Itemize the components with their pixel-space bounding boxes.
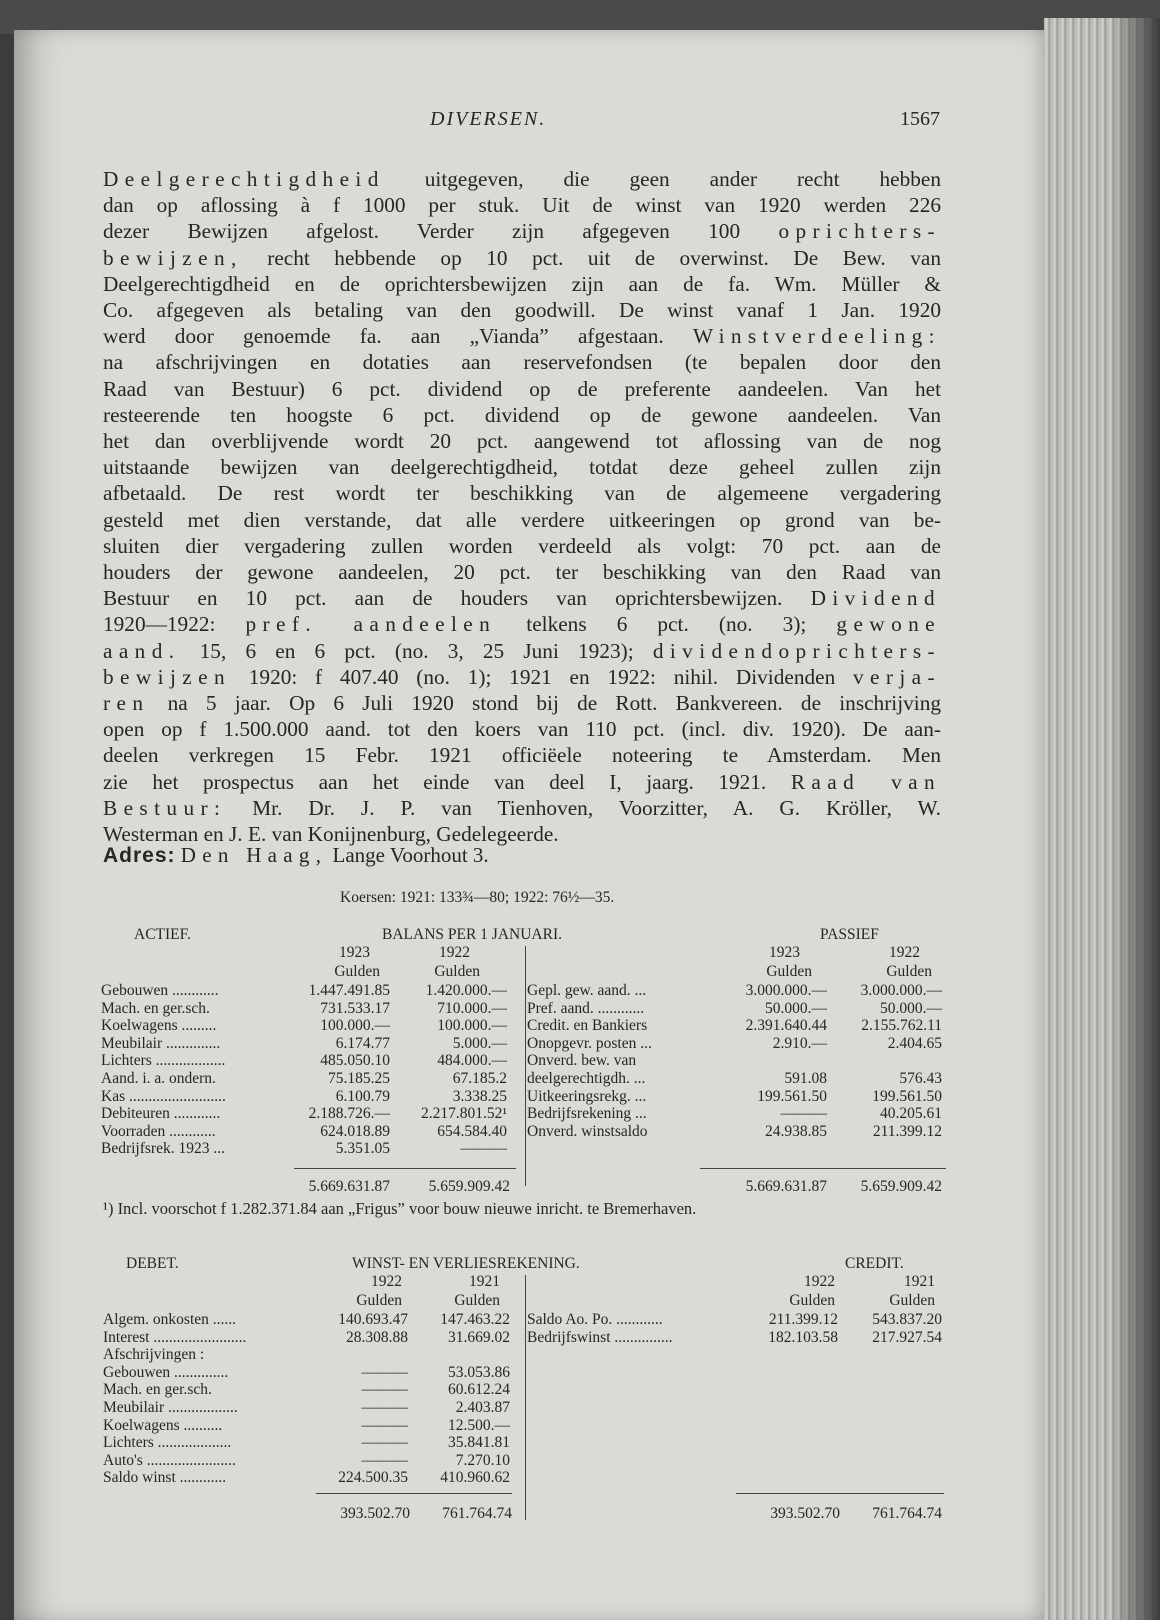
debet-row-label: Koelwagens ..........: [103, 1416, 223, 1434]
balance-total-rule-right: [700, 1168, 946, 1169]
address-line: [103, 845, 489, 866]
pl-credit-heading: CREDIT.: [845, 1255, 904, 1272]
pl-title: WINST- EN VERLIESREKENING.: [352, 1255, 580, 1272]
actief-row-value-a: 100.000.—: [320, 1017, 390, 1035]
passief-row-value-a: 199.561.50: [757, 1087, 827, 1105]
passief-row-label: Uitkeeringsrekg. ...: [527, 1087, 647, 1105]
body-text-run: resteerende ten hoogste 6 pct. dividend op de gewone aandeelen. Van: [103, 402, 941, 427]
actief-row-value-a: 624.018.89: [320, 1122, 390, 1140]
body-line: [103, 690, 941, 716]
book-page-edges: [1044, 18, 1160, 1620]
debet-row-value-a: 28.308.88: [346, 1328, 408, 1346]
pl-year-left-1: 1922: [371, 1273, 402, 1290]
actief-row-value-a: 5.351.05: [335, 1140, 390, 1158]
body-line: [103, 638, 941, 664]
debet-row-label: Afschrijvingen :: [103, 1346, 205, 1364]
spaced-term: bewijzen,: [103, 245, 243, 270]
body-line: [103, 795, 941, 821]
address-street: Lange Voorhout 3.: [332, 843, 489, 867]
balance-total-actief-1923: 5.669.631.87: [308, 1178, 390, 1195]
credit-row-label: Bedrijfswinst ...............: [527, 1328, 673, 1346]
body-paragraph: [103, 166, 941, 847]
balance-total-passief-1923: 5.669.631.87: [745, 1178, 827, 1195]
pl-total-credit-1922: 393.502.70: [770, 1505, 840, 1522]
actief-row-label: Aand. i. a. ondern.: [101, 1070, 216, 1087]
debet-row-label: Algem. onkosten ......: [103, 1311, 237, 1328]
debet-row-value-a: 224.500.35: [338, 1469, 408, 1487]
body-line: [103, 507, 941, 533]
body-line: [103, 349, 941, 375]
body-text-run: Raad van Bestuur) 6 pct. dividend op de preferente aandeelen. Van het: [103, 376, 941, 401]
debet-row-label: Meubilair ..................: [103, 1399, 238, 1416]
debet-row-label: Saldo winst ............: [103, 1469, 227, 1487]
actief-row-value-a: 6.174.77: [335, 1034, 390, 1052]
debet-row-value-a: ———: [361, 1399, 408, 1416]
body-line: [103, 297, 941, 323]
body-text-run: recht hebbende op 10 pct. uit de overwinst. De Bew. van: [242, 245, 941, 270]
actief-row-label: Meubilair ..............: [101, 1034, 221, 1052]
passief-row-value-b: 211.399.12: [872, 1122, 942, 1140]
spaced-term: Raad van: [790, 769, 941, 794]
body-text-run: Co. afgegeven als betaling van den goodwill. De winst vanaf 1 Jan. 1920: [103, 298, 941, 323]
body-line: [103, 271, 941, 297]
balance-actief-heading: ACTIEF.: [134, 926, 191, 943]
credit-row-value-a: 182.103.58: [768, 1328, 838, 1346]
body-line: [103, 480, 941, 506]
passief-row-value-a: 2.391.640.44: [745, 1017, 827, 1035]
body-line: [103, 402, 941, 428]
passief-row-value-b: 50.000.—: [880, 999, 942, 1017]
balance-unit-left-2: Gulden: [434, 963, 480, 980]
pl-unit-left-1: Gulden: [356, 1292, 402, 1309]
debet-row-label: Interest ........................: [103, 1328, 247, 1346]
credit-row-value-b: 543.837.20: [872, 1311, 942, 1328]
passief-row-value-b: 199.561.50: [872, 1087, 942, 1105]
pl-unit-right-1: Gulden: [789, 1292, 835, 1309]
body-text-run: 15, 6 en 6 pct. (no. 3, 25 Juni 1923);: [180, 638, 653, 663]
debet-row-value-b: 60.612.24: [448, 1381, 510, 1399]
body-line: [103, 716, 941, 742]
pl-total-debet-1921: 761.764.74: [442, 1505, 512, 1522]
body-line: [103, 742, 941, 768]
passief-row-label: Onverd. bew. van: [527, 1052, 637, 1070]
balance-unit-right-1: Gulden: [766, 963, 812, 980]
debet-row-value-a: ———: [361, 1381, 408, 1399]
debet-row-value-b: 7.270.10: [455, 1451, 510, 1469]
body-line: [103, 323, 941, 349]
body-line: [103, 245, 941, 271]
body-line: [103, 611, 941, 637]
body-text-run: dan op aflossing à f 1000 per stuk. Uit de winst van 1920 werden 226: [103, 193, 941, 218]
spaced-term: Winstverdeeling:: [692, 324, 941, 349]
body-text-run: gesteld met dien verstande, dat alle verdere uitkeeringen op grond van be-: [103, 507, 941, 532]
body-text-run: uitgegeven, die geen ander recht hebben: [384, 167, 941, 191]
koersen-line: Koersen: 1921: 133¾—80; 1922: 76½—35.: [340, 889, 615, 906]
passief-row-value-b: 40.205.61: [880, 1105, 942, 1123]
passief-row-value-a: 591.08: [784, 1070, 827, 1087]
balance-title: BALANS PER 1 JANUARI.: [382, 926, 562, 943]
debet-row-value-b: 147.463.22: [440, 1311, 510, 1328]
running-header-title: DIVERSEN.: [430, 108, 547, 130]
balance-total-passief-1922: 5.659.909.42: [860, 1178, 942, 1195]
pl-unit-left-2: Gulden: [454, 1292, 500, 1309]
balance-year-right-2: 1922: [889, 944, 920, 961]
body-text-run: zie het prospectus aan het einde van deel I, jaarg. 1921.: [103, 769, 791, 794]
body-line: [103, 454, 941, 480]
body-text-run: na 5 jaar. Op 6 Juli 1920 stond bij de Rott. Bankvereen. de inschrijving: [149, 691, 941, 716]
body-text-run: dezer Bewijzen afgelost. Verder zijn afgegeven 100: [103, 219, 779, 244]
passief-row-value-a: ———: [780, 1105, 827, 1123]
body-line: [103, 376, 941, 402]
body-text-run: 1920: f 407.40 (no. 1); 1921 en 1922: nihil. Dividenden: [231, 664, 853, 689]
debet-row-value-b: 53.053.86: [448, 1363, 510, 1381]
balance-year-right-1: 1923: [769, 944, 800, 961]
balance-unit-right-2: Gulden: [886, 963, 932, 980]
passief-row-value-a: 24.938.85: [765, 1122, 827, 1140]
body-line: [103, 192, 941, 218]
balance-unit-left-1: Gulden: [334, 963, 380, 980]
debet-row-value-a: ———: [361, 1434, 408, 1452]
debet-row-value-a: ———: [361, 1451, 408, 1469]
actief-row-value-a: 1.447.491.85: [308, 982, 390, 999]
spaced-term: Dividend: [810, 586, 941, 611]
body-text-run: telkens 6 pct. (no. 3);: [496, 612, 837, 637]
credit-row-label: Saldo Ao. Po. ............: [527, 1311, 663, 1328]
passief-row-label: Gepl. gew. aand. ...: [527, 982, 647, 999]
actief-row-label: Bedrijfsrek. 1923 ...: [101, 1140, 225, 1158]
debet-row-value-a: ———: [361, 1416, 408, 1434]
actief-row-value-b: 710.000.—: [437, 999, 507, 1017]
body-line: [103, 166, 941, 192]
actief-row-value-a: 6.100.79: [335, 1087, 390, 1105]
address-label: Adres:: [103, 844, 176, 867]
passief-row-value-a: 50.000.—: [765, 999, 827, 1017]
debet-row-value-b: 31.669.02: [448, 1328, 510, 1346]
passief-row-value-b: 2.155.762.11: [861, 1017, 942, 1035]
actief-row-value-a: 731.533.17: [320, 999, 390, 1017]
body-text-run: na afschrijvingen en dotaties aan reservefondsen (te bepalen door den: [103, 350, 941, 375]
spaced-term: aand.: [103, 638, 181, 663]
actief-row-label: Gebouwen ............: [101, 982, 219, 999]
actief-row-label: Mach. en ger.sch.: [101, 999, 210, 1017]
actief-row-value-b: 654.584.40: [437, 1122, 507, 1140]
passief-row-value-a: 3.000.000.—: [745, 982, 827, 999]
pl-year-left-2: 1921: [469, 1273, 500, 1290]
body-line: [103, 428, 941, 454]
body-text-run: deelen verkregen 15 Febr. 1921 officiëele noteering te Amsterdam. Men: [103, 743, 941, 768]
passief-row-value-b: 2.404.65: [887, 1034, 942, 1052]
pl-total-debet-1922: 393.502.70: [340, 1505, 410, 1522]
balance-total-actief-1922: 5.659.909.42: [428, 1178, 510, 1195]
actief-row-value-b: 3.338.25: [452, 1087, 507, 1105]
actief-row-value-a: 75.185.25: [328, 1070, 390, 1087]
actief-row-value-b: 2.217.801.52¹: [420, 1105, 507, 1123]
body-line: [103, 218, 941, 244]
actief-row-value-b: 67.185.2: [452, 1070, 507, 1087]
debet-row-label: Lichters ...................: [103, 1434, 232, 1452]
balance-total-rule-left: [294, 1168, 516, 1169]
body-text-run: Westerman en J. E. van Konijnenburg, Gedelegeerde.: [103, 822, 559, 847]
actief-row-value-b: 100.000.—: [437, 1017, 507, 1035]
actief-row-value-b: 1.420.000.—: [425, 982, 507, 999]
passief-row-label: Bedrijfsrekening ...: [527, 1105, 647, 1123]
body-text-run: uitstaande bewijzen van deelgerechtigdheid, totdat deze geheel zullen zijn: [103, 455, 941, 480]
spaced-term: bewijzen: [103, 664, 231, 689]
body-text-run: het dan overblijvende wordt 20 pct. aangewend tot aflossing van de nog: [103, 429, 941, 454]
debet-row-value-b: 410.960.62: [440, 1469, 510, 1487]
body-line: [103, 533, 941, 559]
pl-column-divider: [525, 1275, 526, 1520]
debet-row-label: Auto's .......................: [103, 1451, 236, 1469]
body-text-run: afbetaald. De rest wordt ter beschikking van de algemeene vergadering: [103, 481, 941, 506]
debet-row-label: Mach. en ger.sch.: [103, 1381, 212, 1399]
passief-row-value-a: 2.910.—: [772, 1034, 827, 1052]
spaced-term: Deelgerechtigdheid: [103, 167, 385, 191]
page-number: 1567: [900, 108, 940, 130]
passief-row-label: Pref. aand. ............: [527, 999, 645, 1017]
actief-row-label: Kas .........................: [101, 1087, 226, 1105]
actief-row-label: Koelwagens .........: [101, 1017, 217, 1035]
actief-row-value-a: 485.050.10: [320, 1052, 390, 1070]
spaced-term: ren: [103, 691, 150, 716]
actief-row-value-b: 484.000.—: [437, 1052, 507, 1070]
passief-row-label: deelgerechtigdh. ...: [527, 1070, 646, 1087]
passief-row-value-b: 576.43: [899, 1070, 942, 1087]
actief-row-label: Lichters ..................: [101, 1052, 226, 1070]
body-text-run: houders der gewone aandeelen, 20 pct. ter beschikking van den Raad van: [103, 560, 941, 585]
actief-row-label: Voorraden ............: [101, 1122, 216, 1140]
debet-row-value-b: 12.500.—: [448, 1416, 510, 1434]
debet-row-value-a: 140.693.47: [338, 1311, 408, 1328]
passief-row-value-b: 3.000.000.—: [860, 982, 942, 999]
body-line: [103, 769, 941, 795]
passief-row-label: Onopgevr. posten ...: [527, 1034, 652, 1052]
spaced-term: oprichters-: [778, 219, 941, 244]
actief-row-label: Debiteuren ............: [101, 1105, 221, 1123]
pl-unit-right-2: Gulden: [889, 1292, 935, 1309]
balance-year-left-2: 1922: [439, 944, 470, 961]
pl-year-right-1: 1922: [804, 1273, 835, 1290]
body-text-run: 1920—1922:: [103, 612, 246, 637]
passief-row-label: Credit. en Bankiers: [527, 1017, 648, 1035]
body-text-run: Bestuur en 10 pct. aan de houders van oprichtersbewijzen.: [103, 586, 811, 611]
spaced-term: verja-: [853, 664, 941, 689]
body-line: [103, 559, 941, 585]
pl-total-rule-right: [736, 1493, 944, 1494]
body-text-run: sluiten dier vergadering zullen worden verdeeld als volgt: 70 pct. aan de: [103, 533, 941, 558]
balance-year-left-1: 1923: [339, 944, 370, 961]
spaced-term: gewone: [836, 612, 941, 637]
pl-total-rule-left: [316, 1493, 512, 1494]
balance-passief-heading: PASSIEF: [820, 926, 879, 943]
credit-row-value-b: 217.927.54: [872, 1328, 942, 1346]
credit-row-value-a: 211.399.12: [768, 1311, 838, 1328]
passief-row-label: Onverd. winstsaldo: [527, 1122, 648, 1140]
pl-year-right-2: 1921: [904, 1273, 935, 1290]
pl-total-credit-1921: 761.764.74: [872, 1505, 942, 1522]
body-line: [103, 585, 941, 611]
balance-column-divider: [525, 946, 526, 1186]
debet-row-value-b: 2.403.87: [455, 1399, 510, 1416]
debet-row-label: Gebouwen ..............: [103, 1363, 229, 1381]
body-text-run: open op f 1.500.000 aand. tot den koers van 110 pct. (incl. div. 1920). De aan-: [103, 717, 941, 742]
body-text-run: werd door genoemde fa. aan „Vianda” afgestaan.: [103, 324, 693, 349]
balance-footnote: ¹) Incl. voorschot f 1.282.371.84 aan „Frigus” voor bouw nieuwe inricht. te Bremerhaven.: [103, 1199, 697, 1218]
spaced-term: dividendoprichters-: [652, 638, 941, 663]
actief-row-value-b: 5.000.—: [452, 1034, 507, 1052]
debet-row-value-a: ———: [361, 1363, 408, 1381]
spaced-term: Bestuur:: [103, 795, 227, 820]
actief-row-value-a: 2.188.726.—: [308, 1105, 390, 1123]
actief-row-value-b: ———: [460, 1140, 507, 1158]
body-text-run: Mr. Dr. J. P. van Tienhoven, Voorzitter, A. G. Kröller, W.: [226, 795, 941, 820]
address-city: Den Haag,: [180, 843, 328, 867]
body-line: [103, 664, 941, 690]
body-text-run: Deelgerechtigdheid en de oprichtersbewijzen zijn aan de fa. Wm. Müller &: [103, 271, 941, 296]
debet-row-value-b: 35.841.81: [448, 1434, 510, 1452]
pl-debet-heading: DEBET.: [126, 1255, 179, 1272]
spaced-term: pref. aandeelen: [245, 612, 497, 637]
book-top-band: [0, 0, 1160, 34]
